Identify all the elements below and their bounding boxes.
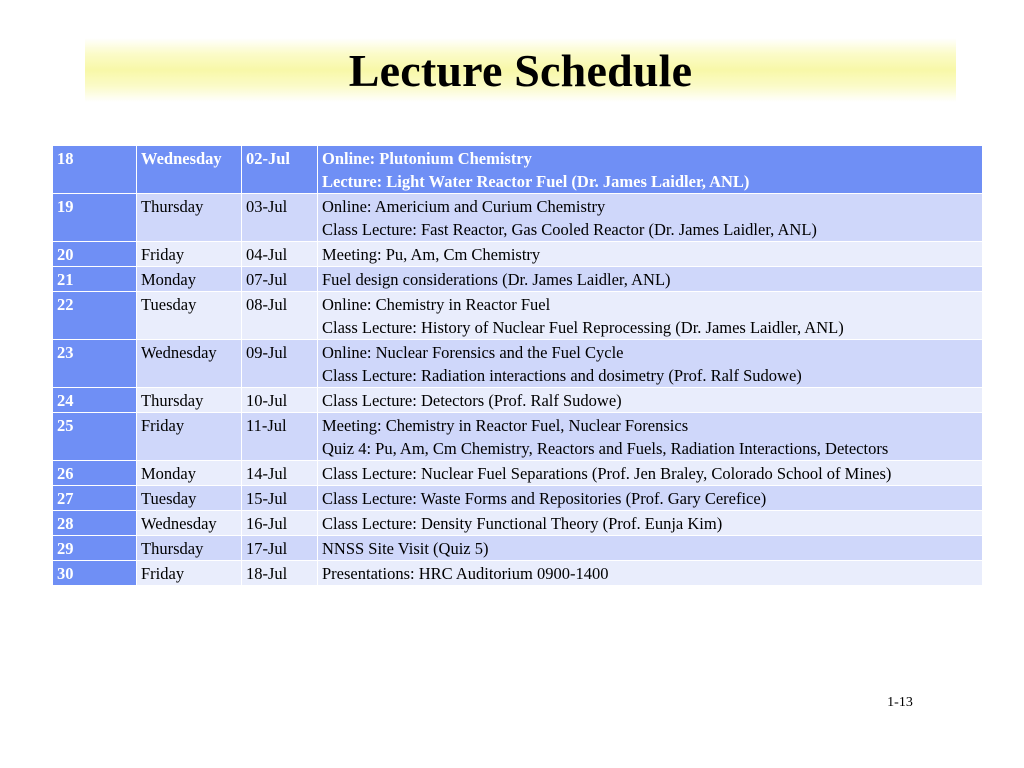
description-line: Fuel design considerations (Dr. James Laidler, ANL) [322,270,671,289]
table-row [53,340,983,388]
description-cell [318,413,983,461]
date-cell: 11-Jul [242,413,318,461]
session-number-cell: 26 [53,461,137,486]
session-number-cell: 28 [53,511,137,536]
weekday-cell: Tuesday [137,292,242,340]
weekday-cell: Wednesday [137,340,242,388]
date-cell: 09-Jul [242,340,318,388]
date-cell: 02-Jul [242,146,318,194]
description-line: Online: Nuclear Forensics and the Fuel Cycle [322,343,624,362]
table-row [53,267,983,292]
weekday-cell: Thursday [137,388,242,413]
description-line: Class Lecture: Density Functional Theory (Prof. Eunja Kim) [322,514,723,533]
weekday-cell: Monday [137,267,242,292]
description-line: Quiz 4: Pu, Am, Cm Chemistry, Reactors and Fuels, Radiation Interactions, Detectors [322,439,889,458]
table-row [53,511,983,536]
session-number-cell: 25 [53,413,137,461]
weekday-cell: Tuesday [137,486,242,511]
date-cell: 10-Jul [242,388,318,413]
title-band [85,38,956,102]
table-row [53,242,983,267]
table-row [53,561,983,586]
description-cell [318,340,983,388]
description-cell [318,194,983,242]
description-line: Class Lecture: Nuclear Fuel Separations (Prof. Jen Braley, Colorado School of Mines) [322,464,892,483]
description-line: Online: Plutonium Chemistry [322,149,532,168]
description-line: Class Lecture: Fast Reactor, Gas Cooled Reactor (Dr. James Laidler, ANL) [322,220,817,239]
date-cell: 17-Jul [242,536,318,561]
date-cell: 14-Jul [242,461,318,486]
weekday-cell: Monday [137,461,242,486]
table-row [53,146,983,194]
description-cell [318,536,983,561]
session-number-cell: 24 [53,388,137,413]
weekday-cell: Wednesday [137,146,242,194]
description-line: NNSS Site Visit (Quiz 5) [322,539,489,558]
table-row [53,388,983,413]
table-row [53,413,983,461]
schedule-table [52,145,983,586]
description-cell [318,561,983,586]
table-row [53,486,983,511]
session-number-cell: 27 [53,486,137,511]
date-cell: 08-Jul [242,292,318,340]
slide-title: Lecture Schedule [348,44,693,96]
session-number-cell: 23 [53,340,137,388]
page-number: 1-13 [887,695,913,710]
description-cell [318,511,983,536]
table-row [53,461,983,486]
description-line: Class Lecture: Detectors (Prof. Ralf Sudowe) [322,391,622,410]
table-row [53,536,983,561]
description-cell [318,242,983,267]
weekday-cell: Thursday [137,194,242,242]
weekday-cell: Friday [137,413,242,461]
description-cell [318,486,983,511]
description-line: Class Lecture: Radiation interactions and dosimetry (Prof. Ralf Sudowe) [322,366,802,385]
weekday-cell: Thursday [137,536,242,561]
schedule-body [53,146,983,586]
weekday-cell: Wednesday [137,511,242,536]
date-cell: 18-Jul [242,561,318,586]
description-line: Lecture: Light Water Reactor Fuel (Dr. James Laidler, ANL) [322,172,750,191]
description-cell [318,267,983,292]
description-line: Presentations: HRC Auditorium 0900-1400 [322,564,609,583]
session-number-cell: 29 [53,536,137,561]
table-row [53,194,983,242]
session-number-cell: 19 [53,194,137,242]
description-line: Meeting: Chemistry in Reactor Fuel, Nuclear Forensics [322,416,689,435]
description-cell [318,146,983,194]
date-cell: 15-Jul [242,486,318,511]
session-number-cell: 20 [53,242,137,267]
description-line: Class Lecture: Waste Forms and Repositories (Prof. Gary Cerefice) [322,489,767,508]
session-number-cell: 30 [53,561,137,586]
description-cell [318,292,983,340]
description-line: Online: Americium and Curium Chemistry [322,197,606,216]
description-cell [318,388,983,413]
table-row [53,292,983,340]
description-line: Class Lecture: History of Nuclear Fuel Reprocessing (Dr. James Laidler, ANL) [322,318,844,337]
weekday-cell: Friday [137,561,242,586]
session-number-cell: 21 [53,267,137,292]
description-line: Meeting: Pu, Am, Cm Chemistry [322,245,541,264]
description-line: Online: Chemistry in Reactor Fuel [322,295,551,314]
session-number-cell: 22 [53,292,137,340]
session-number-cell: 18 [53,146,137,194]
date-cell: 04-Jul [242,242,318,267]
description-cell [318,461,983,486]
date-cell: 03-Jul [242,194,318,242]
date-cell: 16-Jul [242,511,318,536]
weekday-cell: Friday [137,242,242,267]
date-cell: 07-Jul [242,267,318,292]
